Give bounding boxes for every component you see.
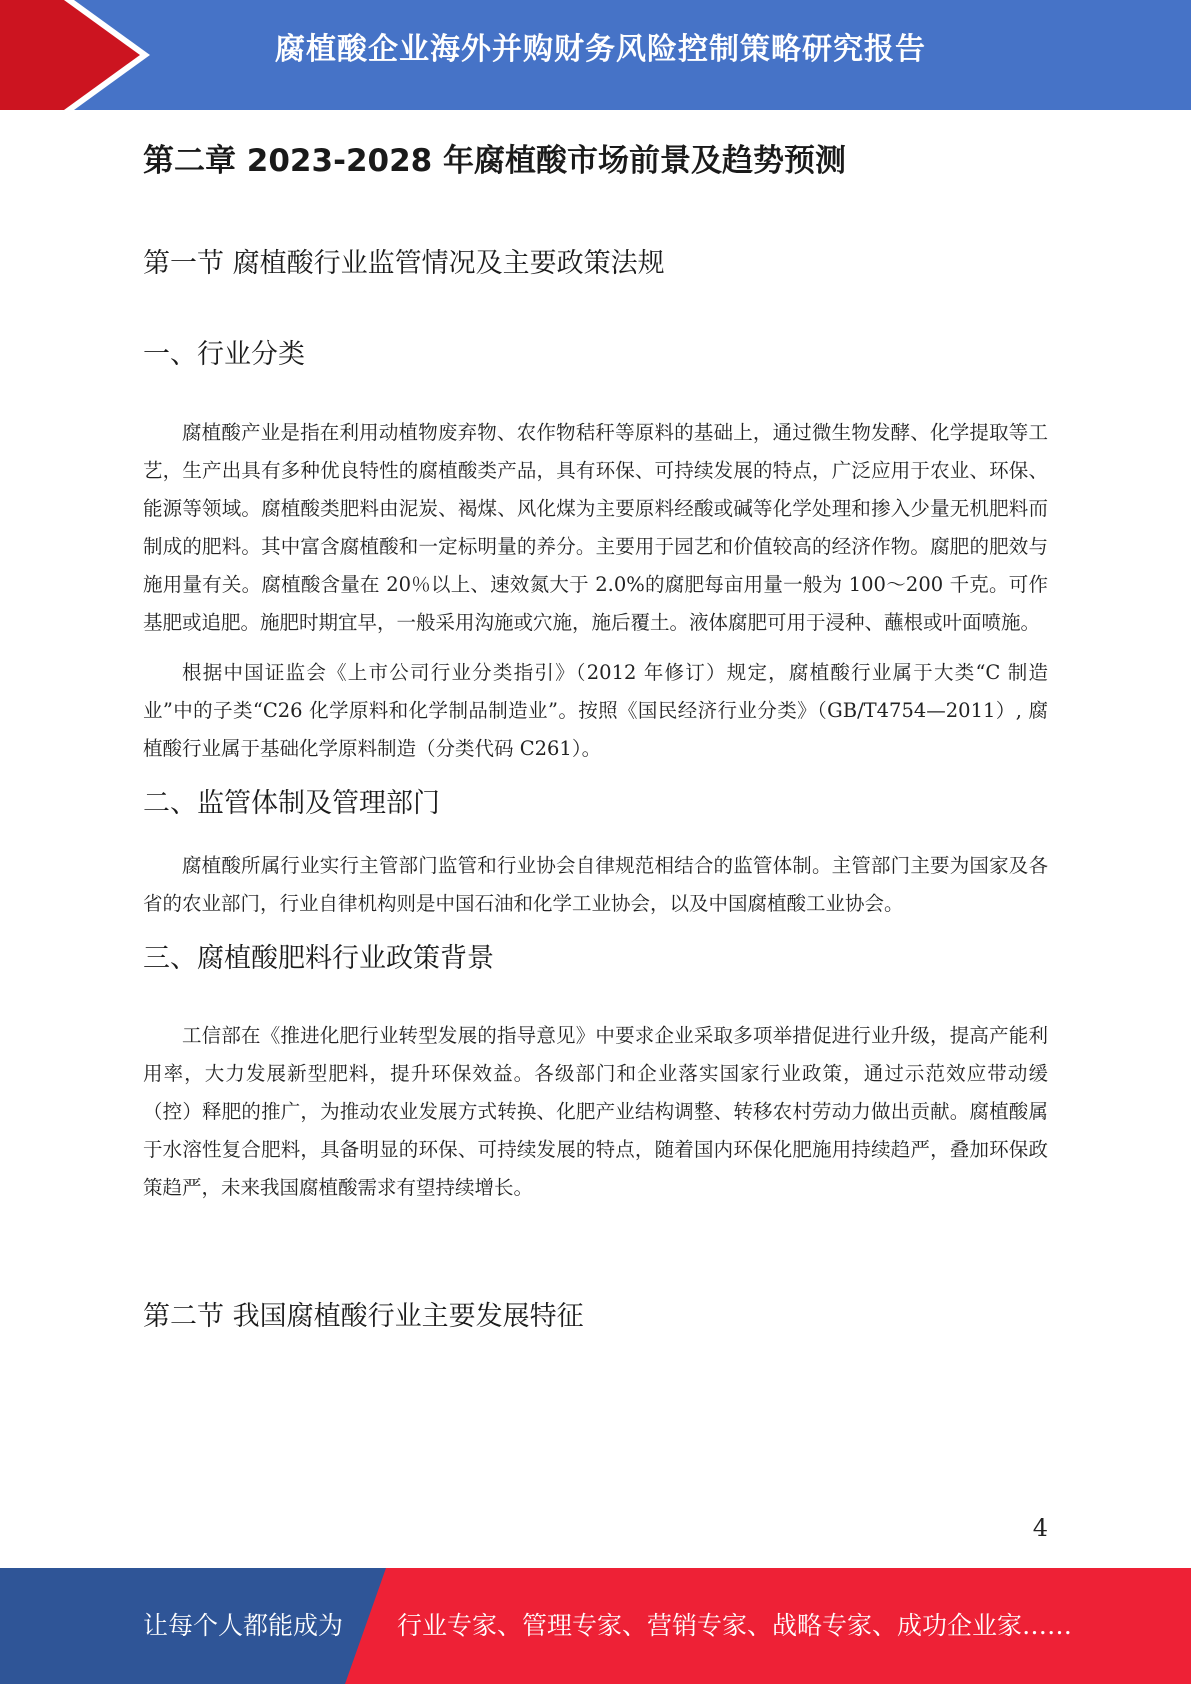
paragraph: 根据中国证监会《上市公司行业分类指引》（2012 年修订）规定，腐植酸行业属于大类“C 制造业”中的子类“C26 化学原料和化学制品制造业”。按照《国民经济行业分类》（GB/T4754—2011）, 腐植酸行业属于基础化学原料制造（分类代码 C261）。 — [143, 661, 1048, 760]
subsection-title-policy-background: 三、腐植酸肥料行业政策背景 — [143, 943, 494, 974]
paragraph: 腐植酸产业是指在利用动植物废弃物、农作物秸秆等原料的基础上，通过微生物发酵、化学提取等工艺，生产出具有多种优良特性的腐植酸类产品，具有环保、可持续发展的特点，广泛应用于农业、环保、能源等领域。腐植酸类肥料由泥炭、褐煤、风化煤为主要原料经酸或碱等化学处理和掺入少量无机肥料而制成的肥料。其中富含腐植酸和一定标明量的养分。主要用于园艺和价值较高的经济作物。腐肥的肥效与施用量有关。腐植酸含量在 20％以上、速效氮大于 2.0%的腐肥每亩用量一般为 100～200 千克。可作基肥或追肥。施肥时期宜早，一般采用沟施或穴施，施后覆土。液体腐肥可用于浸种、蘸根或叶面喷施。 — [143, 421, 1048, 634]
section-title-1: 第一节 腐植酸行业监管情况及主要政策法规 — [143, 248, 665, 279]
footer-slogan-right: 行业专家、管理专家、营销专家、战略专家、成功企业家…… — [397, 1611, 1073, 1640]
paragraph: 腐植酸所属行业实行主管部门监管和行业协会自律规范相结合的监管体制。主管部门主要为国家及各省的农业部门，行业自律机构则是中国石油和化学工业协会，以及中国腐植酸工业协会。 — [143, 854, 1048, 915]
subsection-title-regulatory-system: 二、监管体制及管理部门 — [143, 788, 440, 819]
report-title: 腐植酸企业海外并购财务风险控制策略研究报告 — [275, 32, 926, 67]
page-number: 4 — [1032, 1514, 1048, 1542]
document-body — [143, 135, 1048, 1337]
footer-slogan-left: 让每个人都能成为 — [143, 1611, 344, 1640]
paragraph: 工信部在《推进化肥行业转型发展的指导意见》中要求企业采取多项举措促进行业升级，提高产能利用率，大力发展新型肥料，提升环保效益。各级部门和企业落实国家行业政策，通过示范效应带动缓（控）释肥的推广，为推动农业发展方式转换、化肥产业结构调整、转移农村劳动力做出贡献。腐植酸属于水溶性复合肥料，具备明显的环保、可持续发展的特点，随着国内环保化肥施用持续趋严，叠加环保政策趋严，未来我国腐植酸需求有望持续增长。 — [143, 1024, 1048, 1199]
page-footer — [0, 1568, 1191, 1684]
header-chevron-icon — [0, 0, 160, 110]
subsection-title-industry-classification: 一、行业分类 — [143, 339, 305, 370]
section-title-2: 第二节 我国腐植酸行业主要发展特征 — [143, 1301, 584, 1332]
page-header — [0, 0, 1191, 110]
chapter-title: 第二章 2023-2028 年腐植酸市场前景及趋势预测 — [143, 143, 847, 179]
